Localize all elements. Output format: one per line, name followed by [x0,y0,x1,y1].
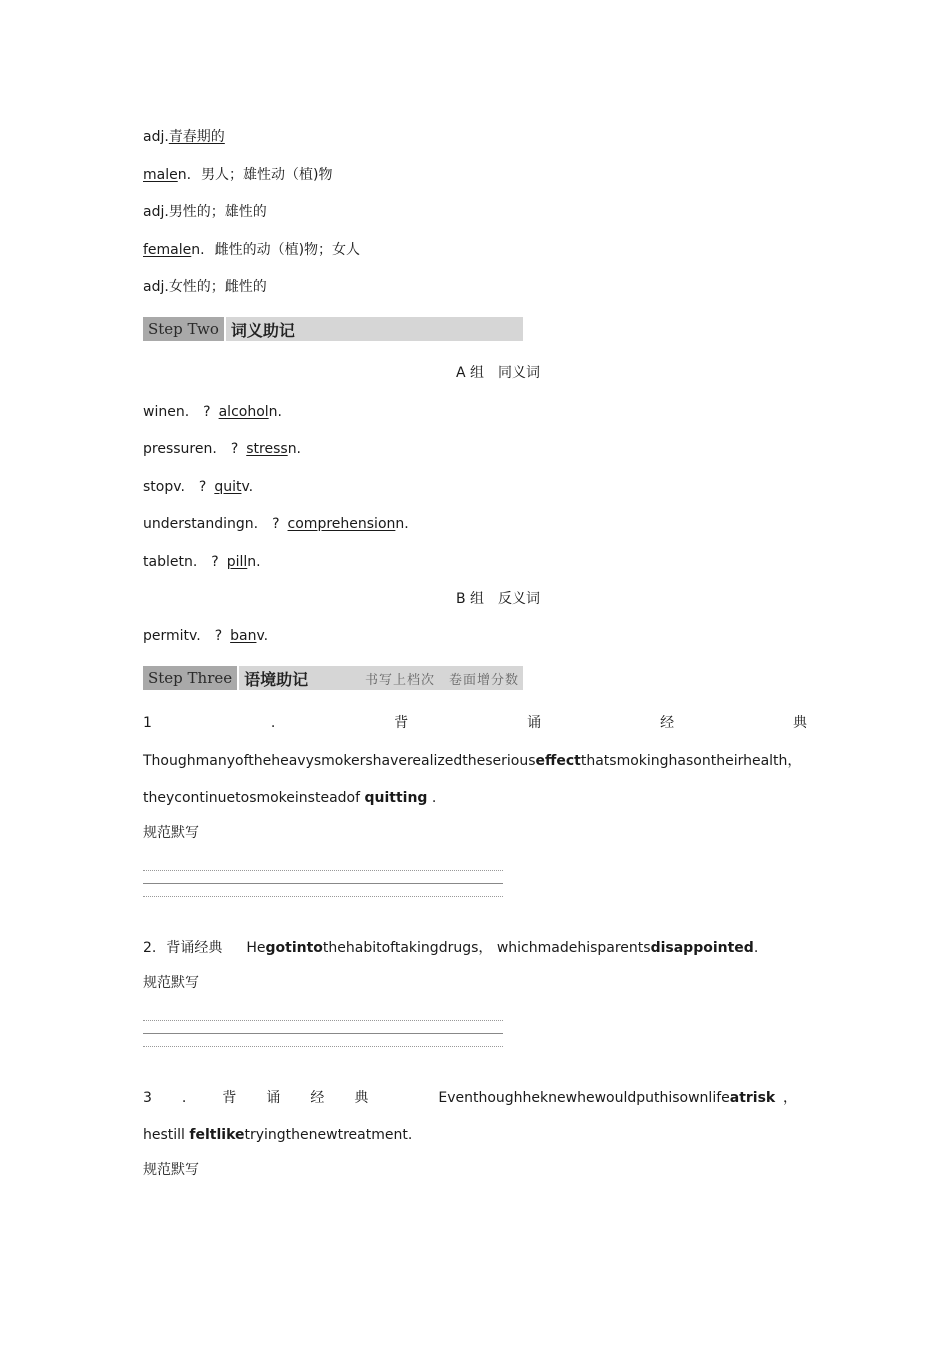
step-three-subtitle: 书写上档次 卷面增分数 [364,672,519,688]
keyword: gotinto [265,940,323,956]
write-label: 规范默写 [143,975,199,991]
vocab-male-adj: adj.男性的；雄性的 [143,204,267,220]
antonym-row: permitv. ? banv. [143,628,269,644]
vocab-female: femalen. 雌性的动（植)物；女人 [143,242,361,258]
item-1-sentence-line2: theycontinuetosmokeinsteadof quitting . [143,790,437,806]
step-two-banner [143,317,523,341]
synonym-row: understandingn. ? comprehensionn. [143,516,409,532]
vocab-word: male [143,167,178,183]
vocab-male: malen. 男人；雄性动（植)物 [143,167,333,183]
vocab-word: female [143,242,192,258]
item-1-heading: 1 . 背 诵 经 典 [143,715,807,731]
item-1-sentence-line1: Thoughmanyoftheheavysmokershaverealizedtheserious effect thatsmokinghasontheirhealth ， [143,753,802,769]
answer: stress [246,441,288,457]
write-label: 规范默写 [143,825,199,841]
item-2-sentence: 2. 背诵经典 Hegotintothehabitoftakingdrugs， whichmadehisparentsdisappointed. [143,940,759,956]
keyword: quitting [364,790,428,806]
vocab-female-adj: adj.女性的；雌性的 [143,279,267,295]
step-three-banner [143,666,523,690]
item-3-heading: 3 . 背 诵 经 典 Eventhoughheknewhewouldputhisownlife atrisk ， [143,1090,797,1106]
synonym-row: winen. ? alcoholn. [143,404,282,420]
answer: pill [226,554,248,570]
synonym-row: pressuren. ? stressn. [143,441,302,457]
dictation-lines [143,1020,503,1059]
answer: ban [230,628,257,644]
step-three-tag: Step Three [143,666,239,690]
step-two-title: 词义助记 [230,320,295,340]
step-two-tag: Step Two [143,317,226,341]
keyword: atrisk [729,1090,776,1106]
vocab-adolescent-adj: adj.青春期的 [143,129,225,145]
write-label: 规范默写 [143,1162,199,1178]
answer: quit [214,479,242,495]
group-a-title: A 组 同义词 [455,365,541,381]
keyword: effect [535,753,581,769]
answer-blank: 青春期的 [168,129,225,145]
answer: comprehension [287,516,396,532]
dictation-lines [143,870,503,909]
keyword: disappointed [650,940,754,956]
item-3-sentence-line2: hestill feltliketryingthenewtreatment. [143,1127,413,1143]
keyword: feltlike [189,1127,245,1143]
synonym-row: stopv. ? quitv. [143,479,254,495]
synonym-row: tabletn. ? pilln. [143,554,261,570]
group-b-title: B 组 反义词 [455,591,541,607]
step-three-title: 语境助记 [244,669,309,689]
answer: alcohol [218,404,269,420]
